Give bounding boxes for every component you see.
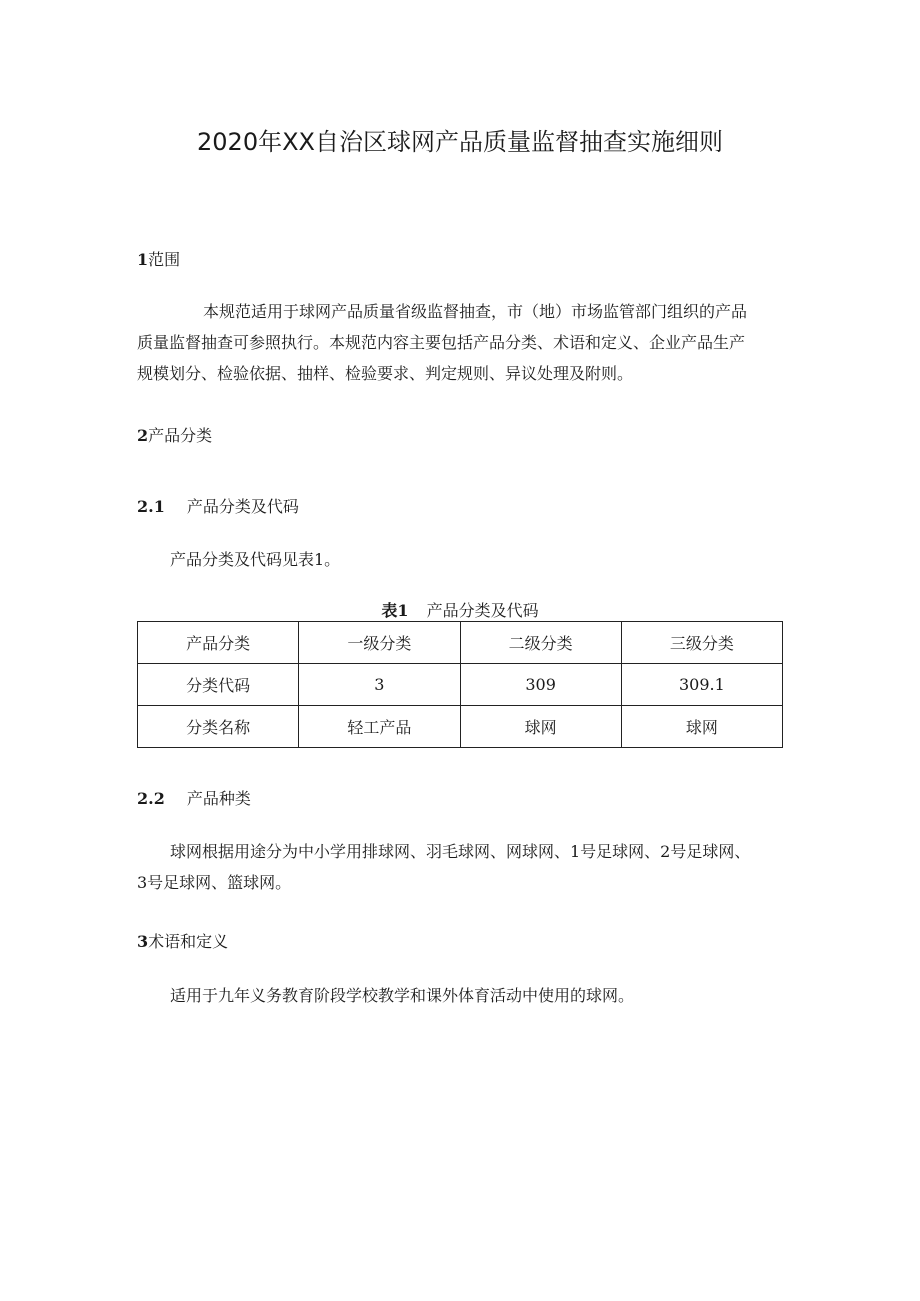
table-cell: 产品分类 xyxy=(138,622,299,664)
table-cell: 一级分类 xyxy=(299,622,460,664)
section-3-title: 术语和定义 xyxy=(148,932,229,951)
table-cell: 分类名称 xyxy=(138,706,299,748)
document-title: 2020年XX自治区球网产品质量监督抽查实施细则 xyxy=(197,128,723,156)
section-1-title: 范围 xyxy=(148,250,181,269)
section-2-2-title: 产品种类 xyxy=(186,789,251,808)
section-2-1-title: 产品分类及代码 xyxy=(186,497,299,516)
section-3-heading xyxy=(137,929,228,952)
table-cell: 轻工产品 xyxy=(299,706,460,748)
section-1-line-1: 本规范适用于球网产品质量省级监督抽查，市（地）市场监管部门组织的产品 xyxy=(203,302,748,321)
table-cell: 三级分类 xyxy=(621,622,782,664)
section-2-2-heading xyxy=(137,786,251,809)
table-cell: 3 xyxy=(299,664,460,706)
section-1-heading xyxy=(137,247,180,270)
section-2-1-text: 产品分类及代码见表1。 xyxy=(170,550,341,569)
section-2-number: 2 xyxy=(137,426,149,445)
section-1-line-3: 规模划分、检验依据、抽样、检验要求、判定规则、异议处理及附则。 xyxy=(137,364,634,383)
section-3-text: 适用于九年义务教育阶段学校教学和课外体育活动中使用的球网。 xyxy=(170,986,635,1005)
table-cell: 分类代码 xyxy=(138,664,299,706)
table-caption xyxy=(0,598,920,621)
section-1-line-2: 质量监督抽查可参照执行。本规范内容主要包括产品分类、术语和定义、企业产品生产 xyxy=(137,333,746,352)
table-caption-title: 产品分类及代码 xyxy=(426,601,539,620)
table-row xyxy=(138,664,783,706)
section-1-number: 1 xyxy=(137,250,149,269)
table-row xyxy=(138,622,783,664)
section-3-number: 3 xyxy=(137,932,149,951)
classification-table xyxy=(137,621,783,748)
table-cell: 球网 xyxy=(621,706,782,748)
section-2-1-number: 2.1 xyxy=(137,497,165,516)
section-2-title: 产品分类 xyxy=(148,426,213,445)
section-2-1-heading xyxy=(137,494,299,517)
table-cell: 球网 xyxy=(460,706,621,748)
table-cell: 309 xyxy=(460,664,621,706)
table-row xyxy=(138,706,783,748)
section-2-2-line-2: 3号足球网、篮球网。 xyxy=(137,873,292,892)
section-2-2-line-1: 球网根据用途分为中小学用排球网、羽毛球网、网球网、1号足球网、2号足球网、 xyxy=(170,842,751,861)
section-2-heading xyxy=(137,423,212,446)
section-2-2-number: 2.2 xyxy=(137,789,165,808)
table-cell: 309.1 xyxy=(621,664,782,706)
table-caption-number: 表1 xyxy=(381,601,409,620)
table-cell: 二级分类 xyxy=(460,622,621,664)
